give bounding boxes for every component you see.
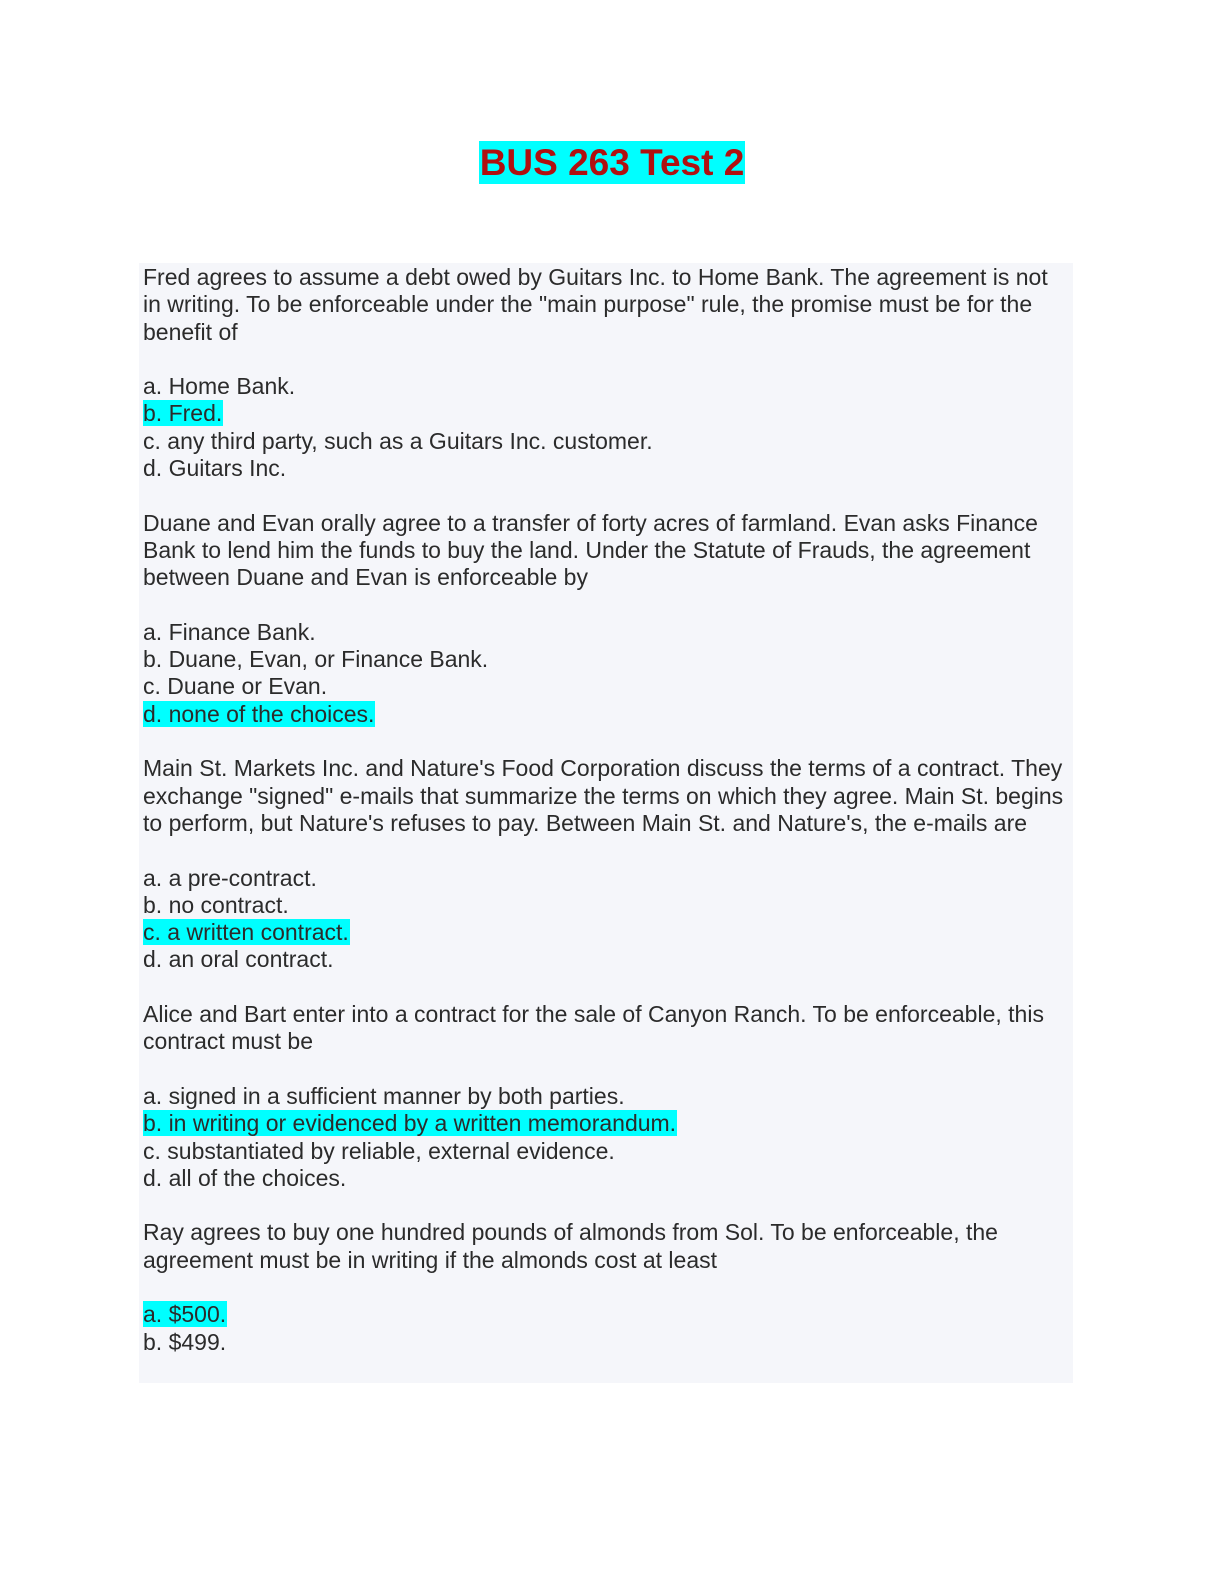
answer-options xyxy=(143,1083,1069,1192)
answer-option xyxy=(143,1329,1069,1356)
answer-option-text: c. Duane or Evan. xyxy=(143,673,328,700)
answer-options xyxy=(143,1301,1069,1356)
answer-option-text: b. no contract. xyxy=(143,891,289,918)
answer-option-correct xyxy=(143,919,1069,946)
question-3 xyxy=(143,755,1069,973)
answer-option-text: c. substantiated by reliable, external evidence. xyxy=(143,1137,615,1164)
question-text: Main St. Markets Inc. and Nature's Food Corporation discuss the terms of a contract. They exchange "signed" e-mails that summarize the terms on which they agree. Main St. begins to perform, but Nature's refuses to pay. Between Main St. and Nature's, the e-mails are xyxy=(143,755,1064,836)
question-panel xyxy=(139,263,1073,1383)
question-text: Ray agrees to buy one hundred pounds of almonds from Sol. To be enforceable, the agreement must be in writing if the almonds cost at least xyxy=(143,1219,998,1273)
answer-option-text: a. Finance Bank. xyxy=(143,618,316,645)
answer-option-text: b. Duane, Evan, or Finance Bank. xyxy=(143,646,489,673)
document-title: BUS 263 Test 2 xyxy=(479,142,745,183)
answer-option-text: b. $499. xyxy=(143,1328,227,1355)
answer-option xyxy=(143,1138,1069,1165)
answer-options xyxy=(143,865,1069,974)
answer-option-text: d. all of the choices. xyxy=(143,1164,347,1191)
answer-option xyxy=(143,619,1069,646)
answer-option-text: c. any third party, such as a Guitars Inc. customer. xyxy=(143,427,653,454)
answer-option xyxy=(143,646,1069,673)
question-text: Duane and Evan orally agree to a transfer of forty acres of farmland. Evan asks Finance Bank to lend him the funds to buy the land. Under the Statute of Frauds, the agreement between Duane and Evan is enforceable by xyxy=(143,509,1038,591)
answer-option-text: c. a written contract. xyxy=(143,919,349,946)
question-text: Fred agrees to assume a debt owed by Guitars Inc. to Home Bank. The agreement is not in writing. To be enforceable under the "main purpose" rule, the promise must be for the benefit of xyxy=(143,264,1048,345)
question-2 xyxy=(143,510,1069,728)
answer-option-correct xyxy=(143,1301,1069,1328)
title-wrapper xyxy=(0,141,1224,184)
answer-option-text: d. Guitars Inc. xyxy=(143,455,287,482)
answer-option xyxy=(143,673,1069,700)
answer-option-text: a. $500. xyxy=(143,1301,227,1328)
answer-option xyxy=(143,455,1069,482)
question-5 xyxy=(143,1219,1069,1355)
answer-option-text: b. in writing or evidenced by a written memorandum. xyxy=(143,1110,677,1137)
answer-option-text: d. none of the choices. xyxy=(143,700,375,727)
answer-options xyxy=(143,373,1069,482)
question-1 xyxy=(143,263,1069,482)
answer-option xyxy=(143,892,1069,919)
answer-option-text: a. Home Bank. xyxy=(143,373,296,400)
answer-option xyxy=(143,373,1069,400)
answer-option-correct xyxy=(143,1110,1069,1137)
question-4 xyxy=(143,1001,1069,1192)
answer-option xyxy=(143,946,1069,973)
answer-option-correct xyxy=(143,400,1069,427)
answer-option-correct xyxy=(143,701,1069,728)
answer-option xyxy=(143,865,1069,892)
answer-option xyxy=(143,1165,1069,1192)
answer-option-text: a. a pre-contract. xyxy=(143,864,317,891)
answer-option-text: b. Fred. xyxy=(143,400,223,427)
answer-options xyxy=(143,619,1069,728)
answer-option xyxy=(143,428,1069,455)
question-text: Alice and Bart enter into a contract for the sale of Canyon Ranch. To be enforceable, this contract must be xyxy=(143,1001,1044,1055)
answer-option-text: d. an oral contract. xyxy=(143,946,334,973)
answer-option xyxy=(143,1083,1069,1110)
answer-option-text: a. signed in a sufficient manner by both parties. xyxy=(143,1082,625,1109)
